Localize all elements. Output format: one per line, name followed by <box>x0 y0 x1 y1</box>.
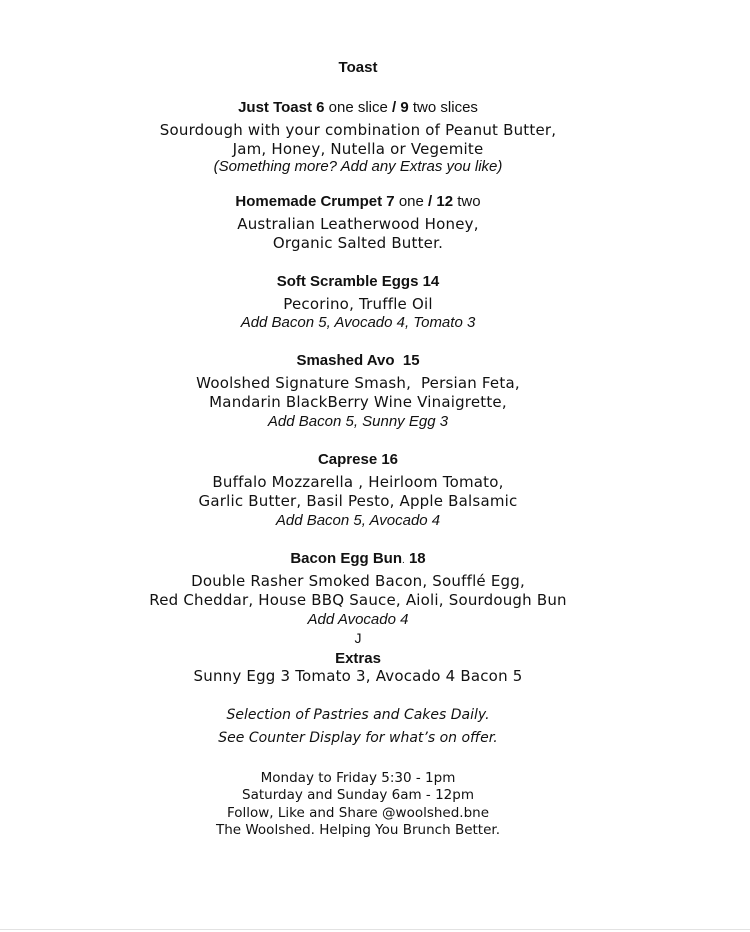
item-description: Sourdough with your combination of Peanut Butter, <box>159 121 557 139</box>
item-description: Mandarin BlackBerry Wine Vinaigrette, <box>209 393 507 411</box>
item-option: one <box>398 193 424 210</box>
item-note: (Something more? Add any Extras you like) <box>213 158 503 175</box>
item-price: / 12 <box>428 193 454 210</box>
hours-weekend: Saturday and Sunday 6am - 12pm <box>242 787 474 803</box>
extras-title: Extras <box>335 650 381 667</box>
item-description: Pecorino, Truffle Oil <box>283 295 433 313</box>
item-description: Jam, Honey, Nutella or Vegemite <box>232 140 484 158</box>
item-heading-bacon-egg-bun <box>0 550 716 567</box>
item-option: two <box>457 193 481 210</box>
item-addon: Add Bacon 5, Avocado 4, Tomato 3 <box>240 314 476 331</box>
hours-weekday: Monday to Friday 5:30 - 1pm <box>260 770 456 786</box>
item-heading-caprese: Caprese 16 <box>317 451 399 468</box>
item-price: / 9 <box>392 99 409 116</box>
item-heading-smashed-avo: Smashed Avo 15 <box>296 352 420 369</box>
item-addon: Add Avocado 4 <box>307 611 409 628</box>
item-description: Woolshed Signature Smash, Persian Feta, <box>196 374 520 392</box>
item-price: 18 <box>404 550 426 567</box>
item-option: two slices <box>412 99 478 116</box>
item-heading-scramble: Soft Scramble Eggs 14 <box>276 273 440 290</box>
section-title: Toast <box>338 59 378 76</box>
item-description: Double Rasher Smoked Bacon, Soufflé Egg, <box>191 572 525 590</box>
item-heading-crumpet <box>0 193 716 210</box>
item-description: Organic Salted Butter. <box>272 234 444 252</box>
item-name: Homemade Crumpet 7 <box>235 193 395 210</box>
pastries-line: Selection of Pastries and Cakes Daily. <box>226 707 490 723</box>
item-description: Garlic Butter, Basil Pesto, Apple Balsamic <box>198 492 518 510</box>
item-addon: Add Bacon 5, Avocado 4 <box>275 512 441 529</box>
item-description: Red Cheddar, House BBQ Sauce, Aioli, Sourdough Bun <box>149 591 567 609</box>
stray-character: J <box>354 630 362 646</box>
social-handle: Follow, Like and Share @woolshed.bne <box>226 805 490 821</box>
tagline: The Woolshed. Helping You Brunch Better. <box>215 822 501 838</box>
item-name-dot: . <box>402 555 405 566</box>
item-name: Just Toast 6 <box>238 99 325 116</box>
item-option: one slice <box>328 99 388 116</box>
extras-line: Sunny Egg 3 Tomato 3, Avocado 4 Bacon 5 <box>193 667 523 685</box>
page-bottom-rule <box>0 929 750 930</box>
item-heading-just-toast <box>0 99 716 116</box>
pastries-line: See Counter Display for what’s on offer. <box>218 730 498 746</box>
item-addon: Add Bacon 5, Sunny Egg 3 <box>267 413 449 430</box>
item-name: Bacon Egg Bun <box>290 550 403 567</box>
item-description: Buffalo Mozzarella , Heirloom Tomato, <box>212 473 504 491</box>
item-description: Australian Leatherwood Honey, <box>237 215 479 233</box>
